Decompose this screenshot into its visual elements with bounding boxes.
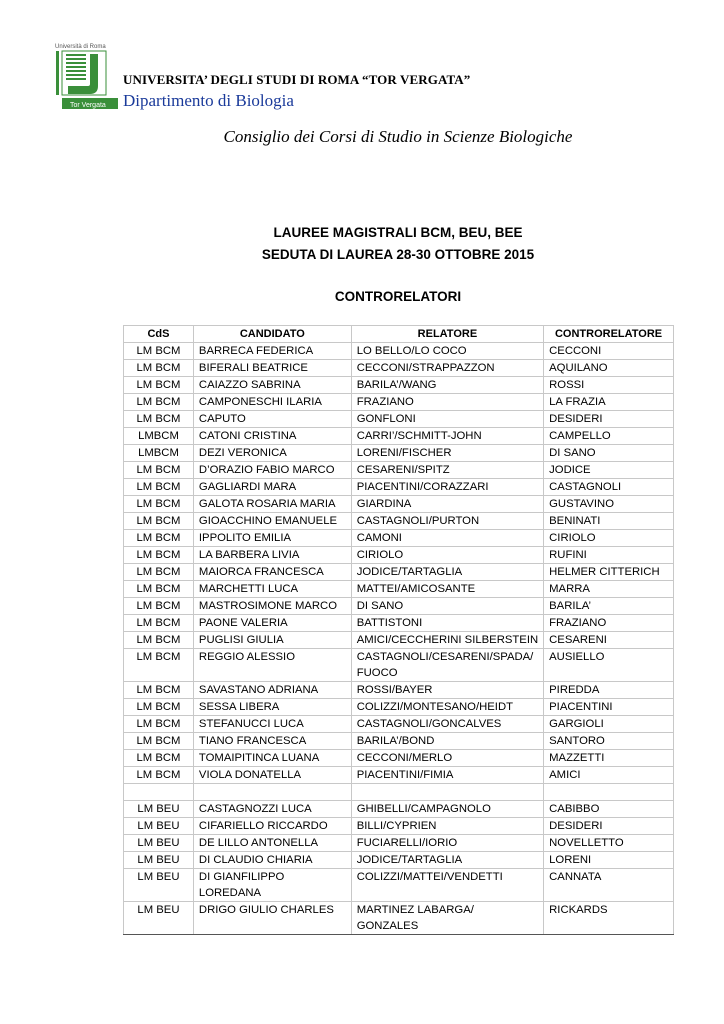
controrelatore-cell: ROSSI bbox=[544, 377, 674, 394]
controrelatore-cell: CIRIOLO bbox=[544, 530, 674, 547]
candidato-cell: DEZI VERONICA bbox=[193, 445, 351, 462]
cds-cell: LM BEU bbox=[124, 835, 194, 852]
controrelatore-cell: PIREDDA bbox=[544, 682, 674, 699]
table-row bbox=[124, 801, 674, 818]
relatore-cell: COLIZZI/MATTEI/VENDETTI bbox=[351, 869, 543, 902]
cds-cell: LM BCM bbox=[124, 377, 194, 394]
candidato-cell: CAMPONESCHI ILARIA bbox=[193, 394, 351, 411]
cds-cell: LM BCM bbox=[124, 598, 194, 615]
table-row bbox=[124, 564, 674, 581]
relatore-cell: CASTAGNOLI/GONCALVES bbox=[351, 716, 543, 733]
controrelatore-cell: MARRA bbox=[544, 581, 674, 598]
controrelatori-table bbox=[123, 325, 674, 935]
candidato-cell: CIFARIELLO RICCARDO bbox=[193, 818, 351, 835]
header-candidato: CANDIDATO bbox=[193, 326, 351, 343]
controrelatore-cell: MAZZETTI bbox=[544, 750, 674, 767]
controrelatore-cell: AQUILANO bbox=[544, 360, 674, 377]
table-row bbox=[124, 530, 674, 547]
council-name: Consiglio dei Corsi di Studio in Scienze Biologiche bbox=[223, 127, 573, 146]
title-line-1: LAUREE MAGISTRALI BCM, BEU, BEE bbox=[273, 225, 523, 240]
controrelatore-cell: GARGIOLI bbox=[544, 716, 674, 733]
candidato-cell: TOMAIPITINCA LUANA bbox=[193, 750, 351, 767]
candidato-cell: MARCHETTI LUCA bbox=[193, 581, 351, 598]
candidato-cell: PAONE VALERIA bbox=[193, 615, 351, 632]
relatore-cell: GHIBELLI/CAMPAGNOLO bbox=[351, 801, 543, 818]
logo-text-top: Università di Roma bbox=[55, 44, 106, 50]
document-title bbox=[0, 222, 724, 266]
controrelatore-cell: PIACENTINI bbox=[544, 699, 674, 716]
relatore-cell: MARTINEZ LABARGA/ GONZALES bbox=[351, 902, 543, 935]
relatore-cell: BILLI/CYPRIEN bbox=[351, 818, 543, 835]
header-relatore: RELATORE bbox=[351, 326, 543, 343]
university-logo bbox=[54, 42, 118, 112]
header-cds: CdS bbox=[124, 326, 194, 343]
cds-cell: LM BCM bbox=[124, 496, 194, 513]
relatore-cell: LORENI/FISCHER bbox=[351, 445, 543, 462]
table-row bbox=[124, 411, 674, 428]
controrelatore-cell bbox=[544, 784, 674, 801]
table-row bbox=[124, 818, 674, 835]
candidato-cell: IPPOLITO EMILIA bbox=[193, 530, 351, 547]
cds-cell: LM BCM bbox=[124, 360, 194, 377]
table-row bbox=[124, 733, 674, 750]
candidato-cell: MASTROSIMONE MARCO bbox=[193, 598, 351, 615]
controrelatore-cell: CESARENI bbox=[544, 632, 674, 649]
controrelatore-cell: NOVELLETTO bbox=[544, 835, 674, 852]
controrelatore-cell: JODICE bbox=[544, 462, 674, 479]
table-row bbox=[124, 649, 674, 682]
cds-cell: LM BEU bbox=[124, 869, 194, 902]
cds-cell: LMBCM bbox=[124, 445, 194, 462]
table-row bbox=[124, 852, 674, 869]
controrelatore-cell: CECCONI bbox=[544, 343, 674, 360]
controrelatore-cell: FRAZIANO bbox=[544, 615, 674, 632]
candidato-cell: CASTAGNOZZI LUCA bbox=[193, 801, 351, 818]
cds-cell: LM BCM bbox=[124, 479, 194, 496]
relatore-cell: COLIZZI/MONTESANO/HEIDT bbox=[351, 699, 543, 716]
relatore-cell: JODICE/TARTAGLIA bbox=[351, 564, 543, 581]
cds-cell: LM BCM bbox=[124, 462, 194, 479]
cds-cell: LMBCM bbox=[124, 428, 194, 445]
candidato-cell: BARRECA FEDERICA bbox=[193, 343, 351, 360]
candidato-cell: GIOACCHINO EMANUELE bbox=[193, 513, 351, 530]
candidato-cell: SESSA LIBERA bbox=[193, 699, 351, 716]
controrelatore-cell: CASTAGNOLI bbox=[544, 479, 674, 496]
relatore-cell: LO BELLO/LO COCO bbox=[351, 343, 543, 360]
candidato-cell: LA BARBERA LIVIA bbox=[193, 547, 351, 564]
controrelatore-cell: AUSIELLO bbox=[544, 649, 674, 682]
cds-cell: LM BEU bbox=[124, 852, 194, 869]
header bbox=[123, 72, 470, 111]
relatore-cell: GIARDINA bbox=[351, 496, 543, 513]
section-title: CONTRORELATORI bbox=[334, 289, 462, 304]
candidato-cell: PUGLISI GIULIA bbox=[193, 632, 351, 649]
relatore-cell: CAMONI bbox=[351, 530, 543, 547]
candidato-cell: MAIORCA FRANCESCA bbox=[193, 564, 351, 581]
cds-cell: LM BCM bbox=[124, 699, 194, 716]
controrelatore-cell: AMICI bbox=[544, 767, 674, 784]
table-row bbox=[124, 598, 674, 615]
table-row bbox=[124, 784, 674, 801]
cds-cell: LM BCM bbox=[124, 649, 194, 682]
controrelatore-cell: RICKARDS bbox=[544, 902, 674, 935]
relatore-cell: DI SANO bbox=[351, 598, 543, 615]
table-row bbox=[124, 767, 674, 784]
table-row bbox=[124, 716, 674, 733]
title-line-2: SEDUTA DI LAUREA 28-30 OTTOBRE 2015 bbox=[261, 247, 535, 262]
table-row bbox=[124, 360, 674, 377]
table-row bbox=[124, 682, 674, 699]
relatore-cell: BATTISTONI bbox=[351, 615, 543, 632]
university-name: UNIVERSITA’ DEGLI STUDI DI ROMA “TOR VERGATA” bbox=[123, 72, 471, 87]
relatore-cell: PIACENTINI/FIMIA bbox=[351, 767, 543, 784]
table-row bbox=[124, 377, 674, 394]
candidato-cell: DI GIANFILIPPO LOREDANA bbox=[193, 869, 351, 902]
cds-cell: LM BEU bbox=[124, 902, 194, 935]
table-row bbox=[124, 632, 674, 649]
candidato-cell: CATONI CRISTINA bbox=[193, 428, 351, 445]
candidato-cell: CAIAZZO SABRINA bbox=[193, 377, 351, 394]
table-row bbox=[124, 343, 674, 360]
table-row bbox=[124, 902, 674, 935]
relatore-cell: JODICE/TARTAGLIA bbox=[351, 852, 543, 869]
table-row bbox=[124, 462, 674, 479]
relatore-cell: CIRIOLO bbox=[351, 547, 543, 564]
candidato-cell: STEFANUCCI LUCA bbox=[193, 716, 351, 733]
logo-text-bottom: Tor Vergata bbox=[70, 102, 106, 109]
table-row bbox=[124, 445, 674, 462]
relatore-cell: CARRI’/SCHMITT-JOHN bbox=[351, 428, 543, 445]
table-row bbox=[124, 479, 674, 496]
relatore-cell: CESARENI/SPITZ bbox=[351, 462, 543, 479]
controrelatore-cell: RUFINI bbox=[544, 547, 674, 564]
relatore-cell: AMICI/CECCHERINI SILBERSTEIN bbox=[351, 632, 543, 649]
controrelatore-cell: CAMPELLO bbox=[544, 428, 674, 445]
controrelatore-cell: HELMER CITTERICH bbox=[544, 564, 674, 581]
relatore-cell: CASTAGNOLI/PURTON bbox=[351, 513, 543, 530]
department-name: Dipartimento di Biologia bbox=[123, 91, 294, 110]
relatore-cell: BARILA’/BOND bbox=[351, 733, 543, 750]
controrelatore-cell: LA FRAZIA bbox=[544, 394, 674, 411]
cds-cell: LM BEU bbox=[124, 818, 194, 835]
cds-cell: LM BEU bbox=[124, 801, 194, 818]
cds-cell: LM BCM bbox=[124, 411, 194, 428]
controrelatore-cell: DI SANO bbox=[544, 445, 674, 462]
controrelatore-cell: CABIBBO bbox=[544, 801, 674, 818]
relatore-cell: MATTEI/AMICOSANTE bbox=[351, 581, 543, 598]
table-body bbox=[124, 343, 674, 935]
table-row bbox=[124, 750, 674, 767]
table-row bbox=[124, 428, 674, 445]
cds-cell: LM BCM bbox=[124, 615, 194, 632]
table-row bbox=[124, 699, 674, 716]
cds-cell: LM BCM bbox=[124, 682, 194, 699]
cds-cell: LM BCM bbox=[124, 513, 194, 530]
candidato-cell: GAGLIARDI MARA bbox=[193, 479, 351, 496]
controrelatore-cell: CANNATA bbox=[544, 869, 674, 902]
cds-cell: LM BCM bbox=[124, 733, 194, 750]
relatore-cell: GONFLONI bbox=[351, 411, 543, 428]
cds-cell: LM BCM bbox=[124, 750, 194, 767]
cds-cell: LM BCM bbox=[124, 564, 194, 581]
table-row bbox=[124, 615, 674, 632]
candidato-cell: TIANO FRANCESCA bbox=[193, 733, 351, 750]
relatore-cell: BARILA’/WANG bbox=[351, 377, 543, 394]
cds-cell bbox=[124, 784, 194, 801]
candidato-cell: D’ORAZIO FABIO MARCO bbox=[193, 462, 351, 479]
cds-cell: LM BCM bbox=[124, 632, 194, 649]
candidato-cell: CAPUTO bbox=[193, 411, 351, 428]
cds-cell: LM BCM bbox=[124, 394, 194, 411]
cds-cell: LM BCM bbox=[124, 343, 194, 360]
controrelatore-cell: BENINATI bbox=[544, 513, 674, 530]
table-row bbox=[124, 547, 674, 564]
cds-cell: LM BCM bbox=[124, 716, 194, 733]
candidato-cell: DRIGO GIULIO CHARLES bbox=[193, 902, 351, 935]
cds-cell: LM BCM bbox=[124, 530, 194, 547]
candidato-cell: GALOTA ROSARIA MARIA bbox=[193, 496, 351, 513]
candidato-cell: DE LILLO ANTONELLA bbox=[193, 835, 351, 852]
controrelatore-cell: DESIDERI bbox=[544, 818, 674, 835]
candidato-cell bbox=[193, 784, 351, 801]
relatore-cell: FUCIARELLI/IORIO bbox=[351, 835, 543, 852]
table-row bbox=[124, 869, 674, 902]
controrelatore-cell: LORENI bbox=[544, 852, 674, 869]
table-header-row bbox=[124, 326, 674, 343]
table-row bbox=[124, 496, 674, 513]
candidato-cell: REGGIO ALESSIO bbox=[193, 649, 351, 682]
controrelatore-cell: SANTORO bbox=[544, 733, 674, 750]
relatore-cell: CECCONI/MERLO bbox=[351, 750, 543, 767]
candidato-cell: DI CLAUDIO CHIARIA bbox=[193, 852, 351, 869]
relatore-cell: CASTAGNOLI/CESARENI/SPADA/ FUOCO bbox=[351, 649, 543, 682]
relatore-cell: FRAZIANO bbox=[351, 394, 543, 411]
table-row bbox=[124, 513, 674, 530]
candidato-cell: VIOLA DONATELLA bbox=[193, 767, 351, 784]
controrelatore-cell: BARILA’ bbox=[544, 598, 674, 615]
table-row bbox=[124, 394, 674, 411]
cds-cell: LM BCM bbox=[124, 547, 194, 564]
controrelatore-cell: GUSTAVINO bbox=[544, 496, 674, 513]
relatore-cell bbox=[351, 784, 543, 801]
relatore-cell: ROSSI/BAYER bbox=[351, 682, 543, 699]
table-row bbox=[124, 835, 674, 852]
cds-cell: LM BCM bbox=[124, 581, 194, 598]
controrelatore-cell: DESIDERI bbox=[544, 411, 674, 428]
header-controrelatore: CONTRORELATORE bbox=[544, 326, 674, 343]
relatore-cell: PIACENTINI/CORAZZARI bbox=[351, 479, 543, 496]
candidato-cell: SAVASTANO ADRIANA bbox=[193, 682, 351, 699]
relatore-cell: CECCONI/STRAPPAZZON bbox=[351, 360, 543, 377]
cds-cell: LM BCM bbox=[124, 767, 194, 784]
candidato-cell: BIFERALI BEATRICE bbox=[193, 360, 351, 377]
table-row bbox=[124, 581, 674, 598]
